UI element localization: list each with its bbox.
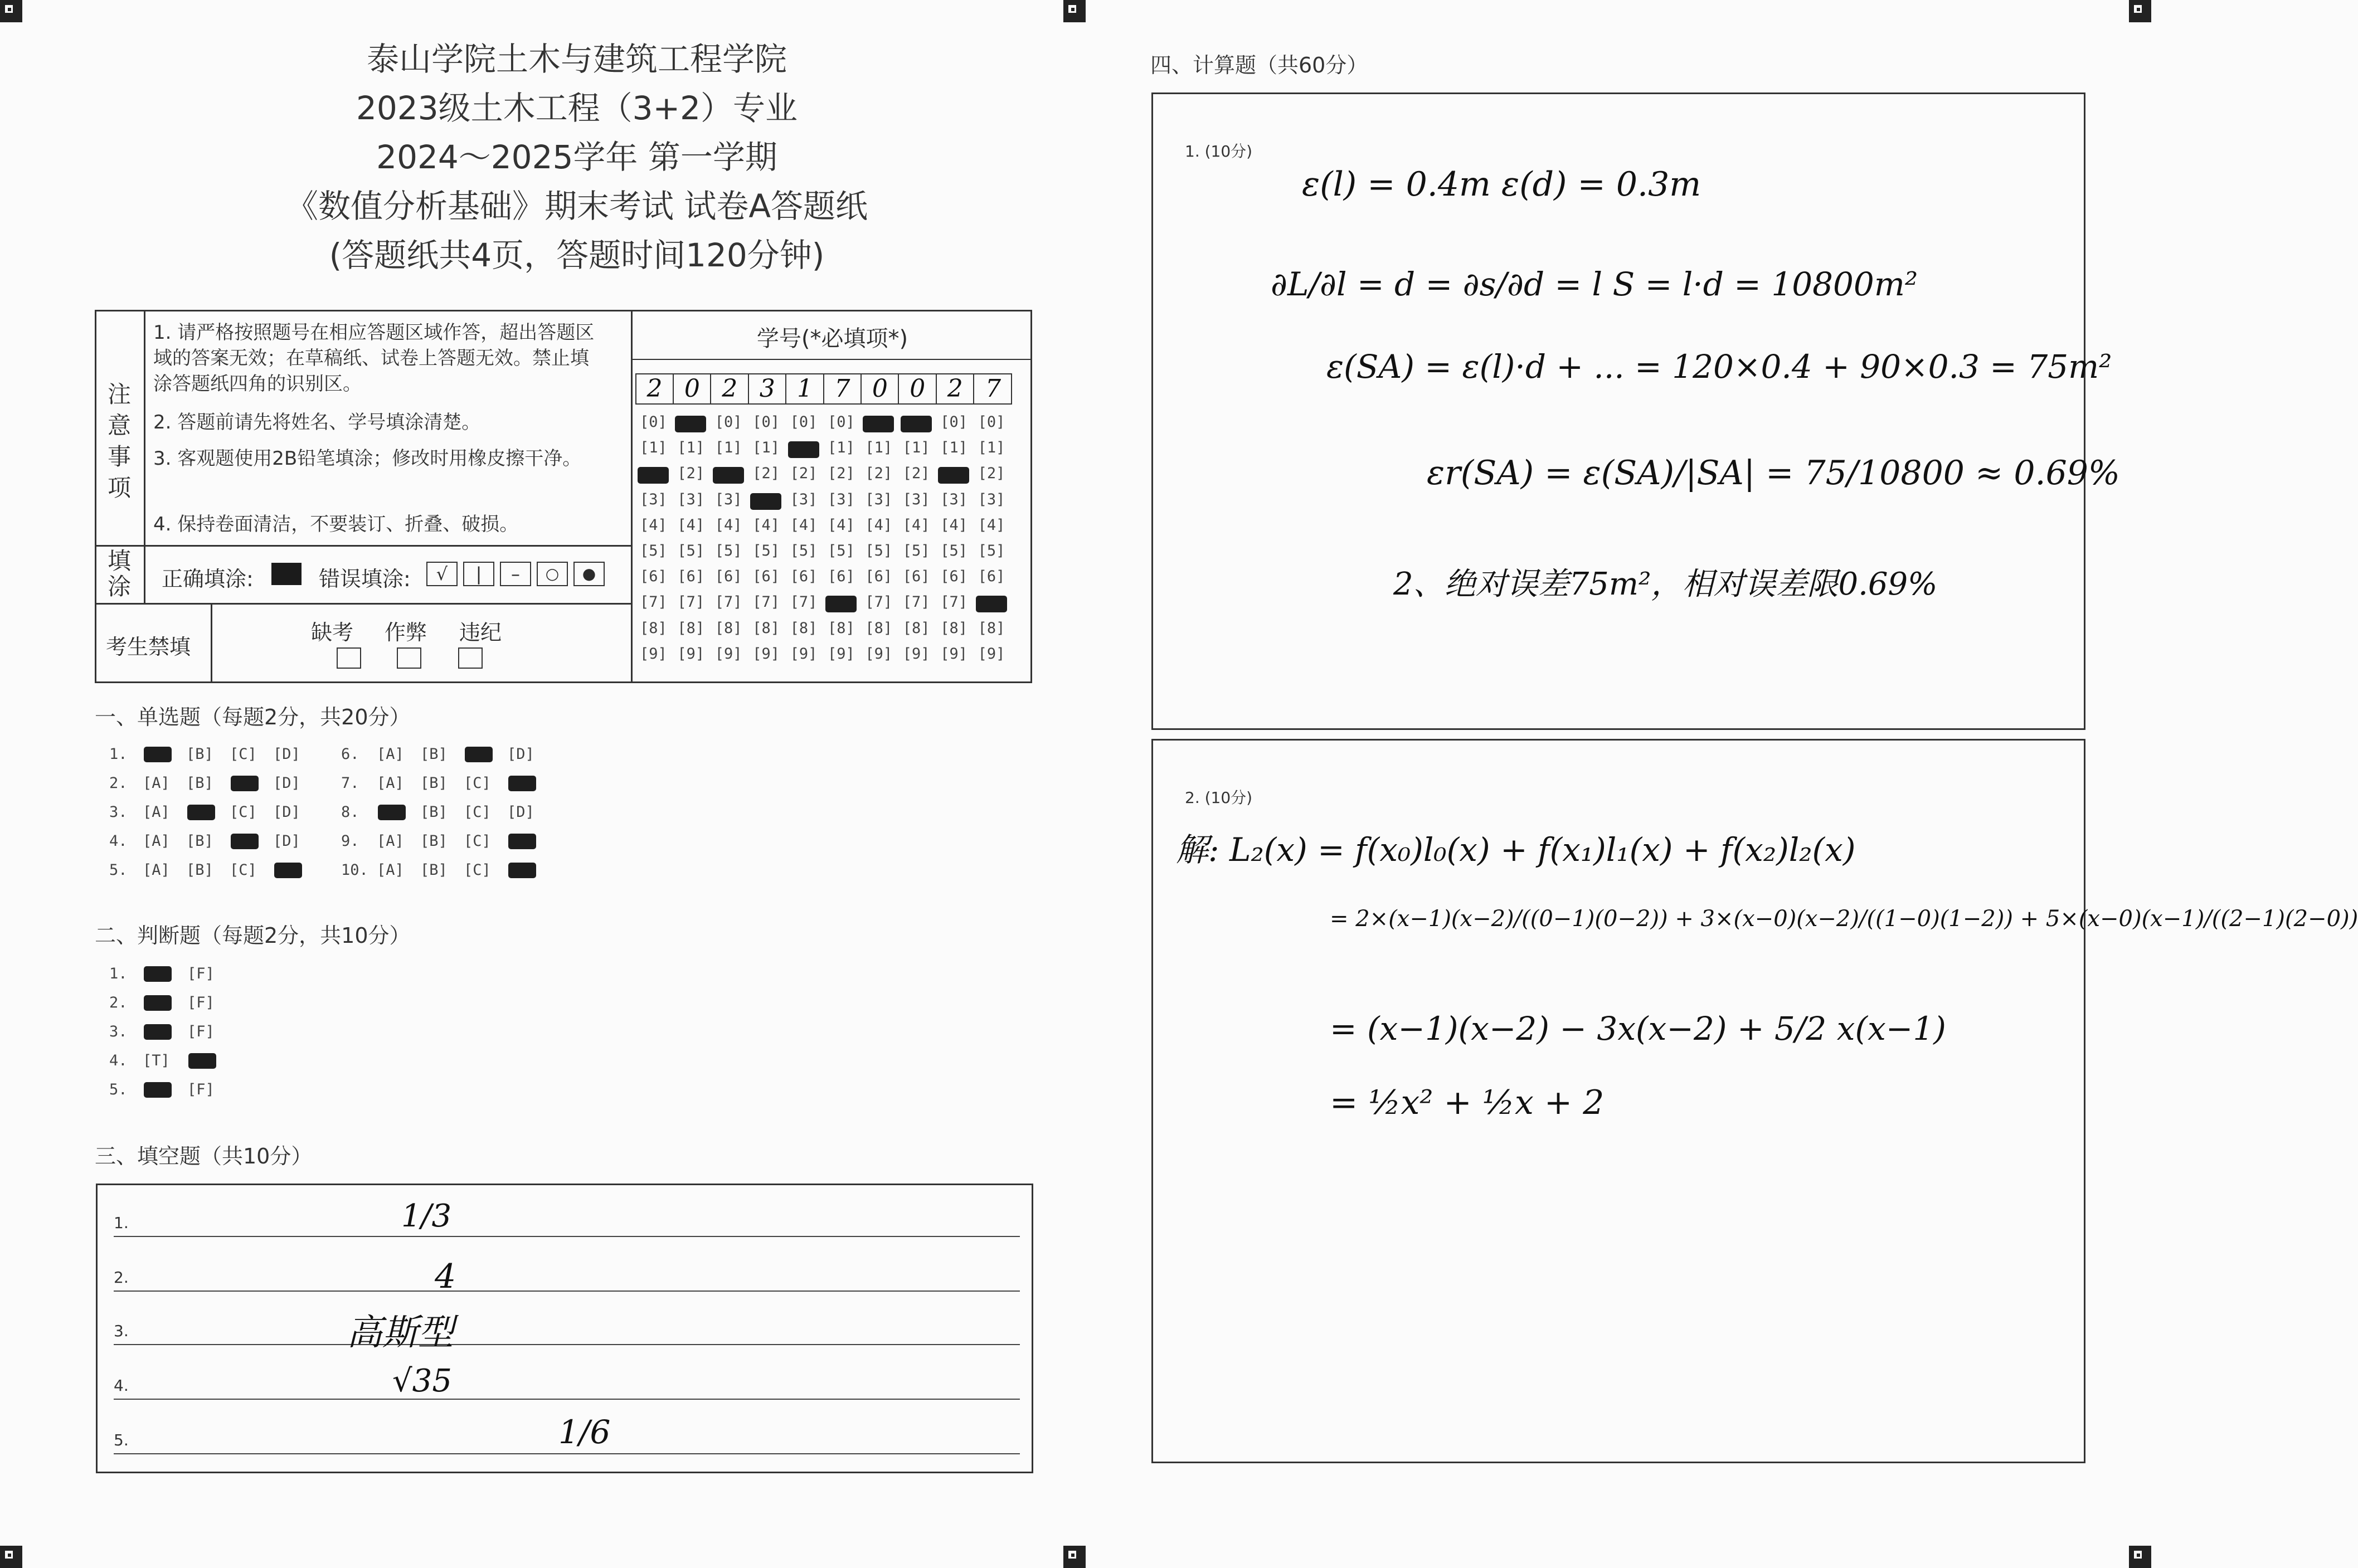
student-id-bubble[interactable]: [1] <box>828 439 855 457</box>
single-choice-bubble-filled[interactable] <box>231 834 259 849</box>
calc-q2-line-4: = ½x² + ½x + 2 <box>1330 1083 1605 1122</box>
header-exam-title: 《数值分析基础》期末考试 试卷A答题纸 <box>285 187 868 225</box>
true-false-bubble[interactable]: [F] <box>187 965 215 982</box>
student-id-bubble[interactable]: [0] <box>752 413 780 431</box>
single-choice-bubble[interactable]: [B] <box>186 861 213 879</box>
header-class: 2023级土木工程（3+2）专业 <box>356 89 798 127</box>
calc-q1-line-3: ε(SA) = ε(l)·d + ... = 120×0.4 + 90×0.3 = 75m² <box>1326 348 2112 386</box>
fill-blank-line-2 <box>114 1291 1020 1292</box>
single-choice-bubble-filled[interactable] <box>508 776 536 791</box>
true-false-bubble-filled[interactable] <box>144 1024 172 1040</box>
notice-label: 注意事项 <box>107 381 131 501</box>
single-choice-bubble[interactable]: [B] <box>420 804 448 821</box>
single-choice-bubble[interactable]: [C] <box>230 746 257 763</box>
header-note: (答题纸共4页，答题时间120分钟) <box>329 236 825 274</box>
student-id-bubble[interactable]: [8] <box>978 619 1005 637</box>
student-id-bubble[interactable]: [6] <box>865 568 893 586</box>
single-choice-bubble[interactable]: [B] <box>420 775 448 792</box>
fill-blank-no-4: 4. <box>114 1376 129 1395</box>
calc-q1-label: 1. (10分) <box>1185 142 1253 160</box>
student-id-bubble[interactable]: [6] <box>752 568 780 586</box>
forbid-violation-label: 违纪 <box>459 620 502 645</box>
student-id-bubble[interactable]: [5] <box>640 542 667 559</box>
true-false-bubble[interactable]: [F] <box>187 994 215 1011</box>
student-id-bubble[interactable]: [1] <box>714 439 742 457</box>
single-choice-bubble[interactable]: [C] <box>464 832 491 850</box>
student-id-bubble[interactable]: [5] <box>902 542 930 559</box>
student-id-digit-10: 7 <box>985 374 1001 403</box>
correct-fill-label: 正确填涂: <box>162 567 254 591</box>
single-choice-bubble[interactable]: [D] <box>507 746 534 763</box>
student-id-bubble-filled[interactable] <box>750 493 781 510</box>
fill-blank-line-3 <box>114 1344 1020 1345</box>
single-choice-bubble[interactable]: [D] <box>507 804 534 821</box>
student-id-bubble[interactable]: [0] <box>940 413 967 431</box>
header-term: 2024～2025学年 第一学期 <box>376 138 777 176</box>
student-id-bubble[interactable]: [3] <box>714 490 742 508</box>
student-id-bubble[interactable]: [7] <box>714 593 742 611</box>
single-choice-bubble[interactable]: [C] <box>464 775 491 792</box>
student-id-bubble[interactable]: [6] <box>714 568 742 586</box>
student-id-bubble[interactable]: [8] <box>828 619 855 637</box>
student-id-bubble-filled[interactable] <box>788 441 819 458</box>
notice-item-4: 4. 保持卷面清洁，不要装订、折叠、破损。 <box>153 513 519 535</box>
wrong-fill-samples <box>426 562 605 586</box>
single-choice-number: 7. <box>341 775 359 792</box>
student-id-bubble[interactable]: [3] <box>677 490 705 508</box>
student-id-bubble[interactable]: [2] <box>902 465 930 483</box>
wrong-fill-sample-2: | <box>463 562 494 586</box>
wrong-fill-sample-4: ○ <box>537 562 568 586</box>
single-choice-bubble-filled[interactable] <box>274 863 302 878</box>
student-id-bubble[interactable]: [6] <box>978 568 1005 586</box>
single-choice-bubble[interactable]: [A] <box>377 746 404 763</box>
fill-blank-answer-3: 高斯型 <box>347 1312 454 1353</box>
calc-q2-line-3: = (x−1)(x−2) − 3x(x−2) + 5/2 x(x−1) <box>1330 1010 1946 1048</box>
single-choice-bubble[interactable]: [B] <box>186 775 213 792</box>
student-id-bubble[interactable]: [6] <box>640 568 667 586</box>
student-id-bubble[interactable]: [5] <box>714 542 742 559</box>
fill-blank-line-4 <box>114 1399 1020 1400</box>
student-id-digit-6: 7 <box>824 374 862 403</box>
single-choice-bubble[interactable]: [B] <box>186 746 213 763</box>
student-id-bubble[interactable]: [8] <box>714 619 742 637</box>
student-id-bubble[interactable]: [5] <box>677 542 705 559</box>
student-id-bubble[interactable]: [1] <box>752 439 780 457</box>
single-choice-number: 8. <box>341 804 359 821</box>
student-id-bubble[interactable]: [7] <box>902 593 930 611</box>
student-id-bubble[interactable]: [1] <box>640 439 667 457</box>
forbid-absent-label: 缺考 <box>311 620 354 645</box>
student-id-bubble[interactable]: [5] <box>940 542 967 559</box>
student-id-digit-1: 2 <box>636 374 674 403</box>
student-id-bubble[interactable]: [7] <box>790 593 818 611</box>
single-choice-number: 3. <box>109 804 128 821</box>
student-id-digit-5: 1 <box>787 374 824 403</box>
fill-blank-no-1: 1. <box>114 1214 129 1232</box>
student-id-bubble[interactable]: [2] <box>828 465 855 483</box>
student-id-digit-7: 0 <box>862 374 899 403</box>
student-id-bubble[interactable]: [1] <box>865 439 893 457</box>
student-id-bubble[interactable]: [6] <box>677 568 705 586</box>
student-id-digit-row <box>635 373 1012 405</box>
wrong-fill-label: 错误填涂: <box>319 567 411 591</box>
student-id-digit-3: 2 <box>712 374 749 403</box>
student-id-bubble[interactable]: [8] <box>940 619 967 637</box>
single-choice-bubble[interactable]: [D] <box>273 775 300 792</box>
student-id-bubble[interactable]: [9] <box>940 645 967 663</box>
single-choice-bubble[interactable]: [B] <box>186 832 213 850</box>
forbid-top-line <box>95 603 631 605</box>
fill-label-divider <box>144 545 145 604</box>
notice-item-1: 1. 请严格按照题号在相应答题区域作答，超出答题区域的答案无效；在草稿纸、试卷上答题无效。禁止填涂答题纸四角的识别区。 <box>153 322 595 395</box>
student-id-bubble[interactable]: [8] <box>752 619 780 637</box>
forbid-cheat-checkbox[interactable] <box>397 647 421 669</box>
single-choice-bubble-filled[interactable] <box>231 776 259 791</box>
corner-marker-top-center <box>1063 0 1086 22</box>
student-id-bubble[interactable]: [7] <box>940 593 967 611</box>
student-id-bubble-filled[interactable] <box>825 596 857 612</box>
student-id-bubble[interactable]: [5] <box>978 542 1005 559</box>
single-choice-bubble[interactable]: [A] <box>143 861 170 879</box>
student-id-bubble[interactable]: [3] <box>865 490 893 508</box>
wrong-fill-sample-3: – <box>500 562 531 586</box>
single-choice-bubble-filled[interactable] <box>465 747 493 762</box>
forbid-cheat-label: 作弊 <box>385 620 427 645</box>
student-id-bubble[interactable]: [0] <box>714 413 742 431</box>
student-id-bubble[interactable]: [5] <box>752 542 780 559</box>
single-choice-bubble[interactable]: [D] <box>273 832 300 850</box>
true-false-number: 1. <box>109 965 128 982</box>
student-id-bubble[interactable]: [0] <box>828 413 855 431</box>
corner-marker-top-left <box>0 0 22 22</box>
single-choice-bubble[interactable]: [D] <box>273 804 300 821</box>
student-id-bubble[interactable]: [9] <box>978 645 1005 663</box>
student-id-bubble[interactable]: [0] <box>790 413 818 431</box>
true-false-number: 5. <box>109 1081 128 1098</box>
calc-q1-line-5: 2、绝对误差75m²，相对误差限0.69% <box>1393 566 1938 602</box>
fill-blank-no-5: 5. <box>114 1431 129 1449</box>
student-id-bubble[interactable]: [3] <box>828 490 855 508</box>
student-id-bubble[interactable]: [8] <box>865 619 893 637</box>
student-id-bubble[interactable]: [4] <box>640 516 667 534</box>
true-false-bubble[interactable]: [F] <box>187 1023 215 1040</box>
true-false-number: 4. <box>109 1052 128 1069</box>
student-id-bubble[interactable]: [8] <box>902 619 930 637</box>
fill-blank-line-1 <box>114 1236 1020 1237</box>
student-id-bubble[interactable]: [4] <box>978 516 1005 534</box>
single-choice-bubble[interactable]: [C] <box>464 804 491 821</box>
student-id-digit-2: 0 <box>674 374 711 403</box>
student-id-bubble[interactable]: [4] <box>790 516 818 534</box>
student-id-bubble[interactable]: [1] <box>940 439 967 457</box>
student-id-bubble[interactable]: [4] <box>828 516 855 534</box>
student-id-bubble[interactable]: [8] <box>677 619 705 637</box>
student-id-bubble[interactable]: [3] <box>790 490 818 508</box>
single-choice-number: 9. <box>341 832 359 850</box>
single-choice-bubble[interactable]: [A] <box>143 775 170 792</box>
student-id-bubble[interactable]: [6] <box>940 568 967 586</box>
single-choice-bubble-filled[interactable] <box>508 863 536 878</box>
single-choice-number: 4. <box>109 832 128 850</box>
single-choice-title: 一、单选题（每题2分，共20分） <box>95 705 411 729</box>
student-id-bubble[interactable]: [2] <box>865 465 893 483</box>
student-id-bubble[interactable]: [8] <box>790 619 818 637</box>
student-id-bubble[interactable]: [9] <box>752 645 780 663</box>
single-choice-bubble[interactable]: [C] <box>464 861 491 879</box>
student-id-bubble[interactable]: [5] <box>790 542 818 559</box>
student-id-bubble[interactable]: [2] <box>978 465 1005 483</box>
fill-blank-answer-4: √35 <box>392 1363 452 1399</box>
student-id-bubble[interactable]: [1] <box>978 439 1005 457</box>
student-id-bubble[interactable]: [4] <box>752 516 780 534</box>
student-id-title-line <box>633 359 1032 360</box>
single-choice-number: 2. <box>109 775 128 792</box>
single-choice-bubble[interactable]: [B] <box>420 746 448 763</box>
single-choice-bubble[interactable]: [C] <box>230 804 257 821</box>
true-false-bubble[interactable]: [T] <box>143 1052 170 1069</box>
student-id-bubble[interactable]: [5] <box>865 542 893 559</box>
single-choice-number: 1. <box>109 746 128 763</box>
single-choice-bubble[interactable]: [D] <box>273 746 300 763</box>
student-id-bubble[interactable]: [1] <box>677 439 705 457</box>
student-id-bubble[interactable]: [3] <box>940 490 967 508</box>
true-false-number: 3. <box>109 1023 128 1040</box>
true-false-bubble-filled[interactable] <box>188 1053 216 1069</box>
student-id-bubble[interactable]: [9] <box>714 645 742 663</box>
notice-bottom-line <box>95 545 631 547</box>
single-choice-bubble[interactable]: [B] <box>420 861 448 879</box>
true-false-area <box>109 965 276 1110</box>
student-id-bubble[interactable]: [0] <box>978 413 1005 431</box>
student-id-bubble[interactable]: [9] <box>865 645 893 663</box>
student-id-bubble[interactable]: [8] <box>640 619 667 637</box>
student-id-bubble-filled[interactable] <box>938 467 969 484</box>
true-false-bubble-filled[interactable] <box>144 966 172 982</box>
student-id-digit-4: 3 <box>749 374 786 403</box>
student-id-bubble[interactable]: [4] <box>940 516 967 534</box>
fill-blank-line-5 <box>114 1453 1020 1454</box>
single-choice-bubble[interactable]: [A] <box>377 775 404 792</box>
student-id-bubble[interactable]: [9] <box>790 645 818 663</box>
notice-label-divider <box>144 310 145 576</box>
header-school: 泰山学院土木与建筑工程学院 <box>366 40 787 78</box>
student-id-bubble[interactable]: [6] <box>902 568 930 586</box>
true-false-bubble[interactable]: [F] <box>187 1081 215 1098</box>
student-id-bubble[interactable]: [2] <box>677 465 705 483</box>
fill-label: 填涂 <box>107 547 131 600</box>
correct-fill-sample <box>271 563 302 585</box>
fill-blank-no-3: 3. <box>114 1322 129 1340</box>
student-id-bubble[interactable]: [2] <box>790 465 818 483</box>
student-id-bubble[interactable]: [3] <box>640 490 667 508</box>
corner-marker-top-right <box>2129 0 2151 22</box>
student-id-bubble[interactable]: [9] <box>828 645 855 663</box>
forbid-label-divider <box>211 603 212 683</box>
single-choice-bubble[interactable]: [C] <box>230 861 257 879</box>
single-choice-bubble[interactable]: [A] <box>143 804 170 821</box>
student-id-bubble[interactable]: [7] <box>865 593 893 611</box>
calc-q2-line-2: = 2×(x−1)(x−2)/((0−1)(0−2)) + 3×(x−0)(x−2)/((1−0)(1−2)) + 5×(x−0)(x−1)/((2−1)(2−0)) <box>1330 906 2358 932</box>
student-id-bubble[interactable]: [7] <box>677 593 705 611</box>
student-id-bubble[interactable]: [3] <box>902 490 930 508</box>
notice-item-3: 3. 客观题使用2B铅笔填涂；修改时用橡皮擦干净。 <box>153 447 582 470</box>
student-id-bubble[interactable]: [7] <box>640 593 667 611</box>
student-id-bubble[interactable]: [4] <box>714 516 742 534</box>
student-id-bubble-grid <box>635 413 1025 675</box>
notice-item-2: 2. 答题前请先将姓名、学号填涂清楚。 <box>153 411 481 434</box>
fill-blank-answer-2: 4 <box>435 1257 456 1296</box>
wrong-fill-sample-5: ● <box>573 562 605 586</box>
single-choice-bubble-filled[interactable] <box>187 805 215 820</box>
fill-blank-answer-1: 1/3 <box>401 1198 452 1234</box>
single-choice-number: 6. <box>341 746 359 763</box>
student-id-bubble-filled[interactable] <box>638 467 669 484</box>
student-id-digit-8: 0 <box>900 374 937 403</box>
student-id-title: 学号(*必填项*) <box>756 326 908 352</box>
student-id-bubble[interactable]: [6] <box>790 568 818 586</box>
calc-q1-line-2: ∂L/∂l = d = ∂s/∂d = l S = l·d = 10800m² <box>1271 265 1918 303</box>
single-choice-bubble[interactable]: [A] <box>377 861 404 879</box>
single-choice-bubble[interactable]: [A] <box>143 832 170 850</box>
wrong-fill-sample-1: √ <box>426 562 458 586</box>
calc-q2-line-1: 解: L₂(x) = f(x₀)l₀(x) + f(x₁)l₁(x) + f(x₂)l₂(x) <box>1176 831 1856 869</box>
fill-blank-answer-5: 1/6 <box>558 1413 611 1451</box>
fill-blank-title: 三、填空题（共10分） <box>95 1144 313 1168</box>
true-false-bubble-filled[interactable] <box>144 1082 172 1098</box>
student-id-bubble[interactable]: [1] <box>902 439 930 457</box>
student-id-bubble[interactable]: [3] <box>978 490 1005 508</box>
forbid-violation-checkbox[interactable] <box>458 647 483 669</box>
single-choice-bubble-filled[interactable] <box>508 834 536 849</box>
single-choice-bubble[interactable]: [A] <box>377 832 404 850</box>
calc-q2-label: 2. (10分) <box>1185 788 1253 807</box>
corner-marker-bottom-center <box>1063 1546 1086 1568</box>
student-id-bubble[interactable]: [9] <box>640 645 667 663</box>
calc-q1-line-4: εr(SA) = ε(SA)/|SA| = 75/10800 ≈ 0.69% <box>1427 454 2120 493</box>
student-id-bubble-filled[interactable] <box>976 596 1007 612</box>
student-id-bubble-filled[interactable] <box>713 467 744 484</box>
true-false-title: 二、判断题（每题2分，共10分） <box>95 923 411 948</box>
student-id-bubble[interactable]: [0] <box>640 413 667 431</box>
student-id-bubble-filled[interactable] <box>863 416 894 432</box>
student-id-bubble[interactable]: [4] <box>902 516 930 534</box>
true-false-bubble-filled[interactable] <box>144 995 172 1011</box>
student-id-bubble[interactable]: [4] <box>677 516 705 534</box>
student-id-bubble[interactable]: [9] <box>902 645 930 663</box>
single-choice-number: 5. <box>109 861 128 879</box>
single-choice-bubble-filled[interactable] <box>378 805 406 820</box>
info-divider <box>631 310 633 683</box>
fill-blank-no-2: 2. <box>114 1268 129 1287</box>
single-choice-area <box>109 746 555 890</box>
single-choice-bubble[interactable]: [B] <box>420 832 448 850</box>
student-id-bubble-filled[interactable] <box>901 416 932 432</box>
student-id-bubble[interactable]: [5] <box>828 542 855 559</box>
single-choice-bubble-filled[interactable] <box>144 747 172 762</box>
student-id-bubble[interactable]: [9] <box>677 645 705 663</box>
calc-q1-line-1: ε(l) = 0.4m ε(d) = 0.3m <box>1302 165 1701 204</box>
single-choice-number: 10. <box>341 861 368 879</box>
forbid-label: 考生禁填 <box>106 635 191 659</box>
forbid-absent-checkbox[interactable] <box>337 647 361 669</box>
true-false-number: 2. <box>109 994 128 1011</box>
student-id-bubble[interactable]: [4] <box>865 516 893 534</box>
corner-marker-bottom-right <box>2129 1546 2151 1568</box>
student-id-digit-9: 2 <box>937 374 974 403</box>
calc-title: 四、计算题（共60分） <box>1150 53 1368 77</box>
student-id-bubble[interactable]: [6] <box>828 568 855 586</box>
corner-marker-bottom-left <box>0 1546 22 1568</box>
student-id-bubble[interactable]: [7] <box>752 593 780 611</box>
student-id-bubble-filled[interactable] <box>675 416 706 432</box>
student-id-bubble[interactable]: [2] <box>752 465 780 483</box>
